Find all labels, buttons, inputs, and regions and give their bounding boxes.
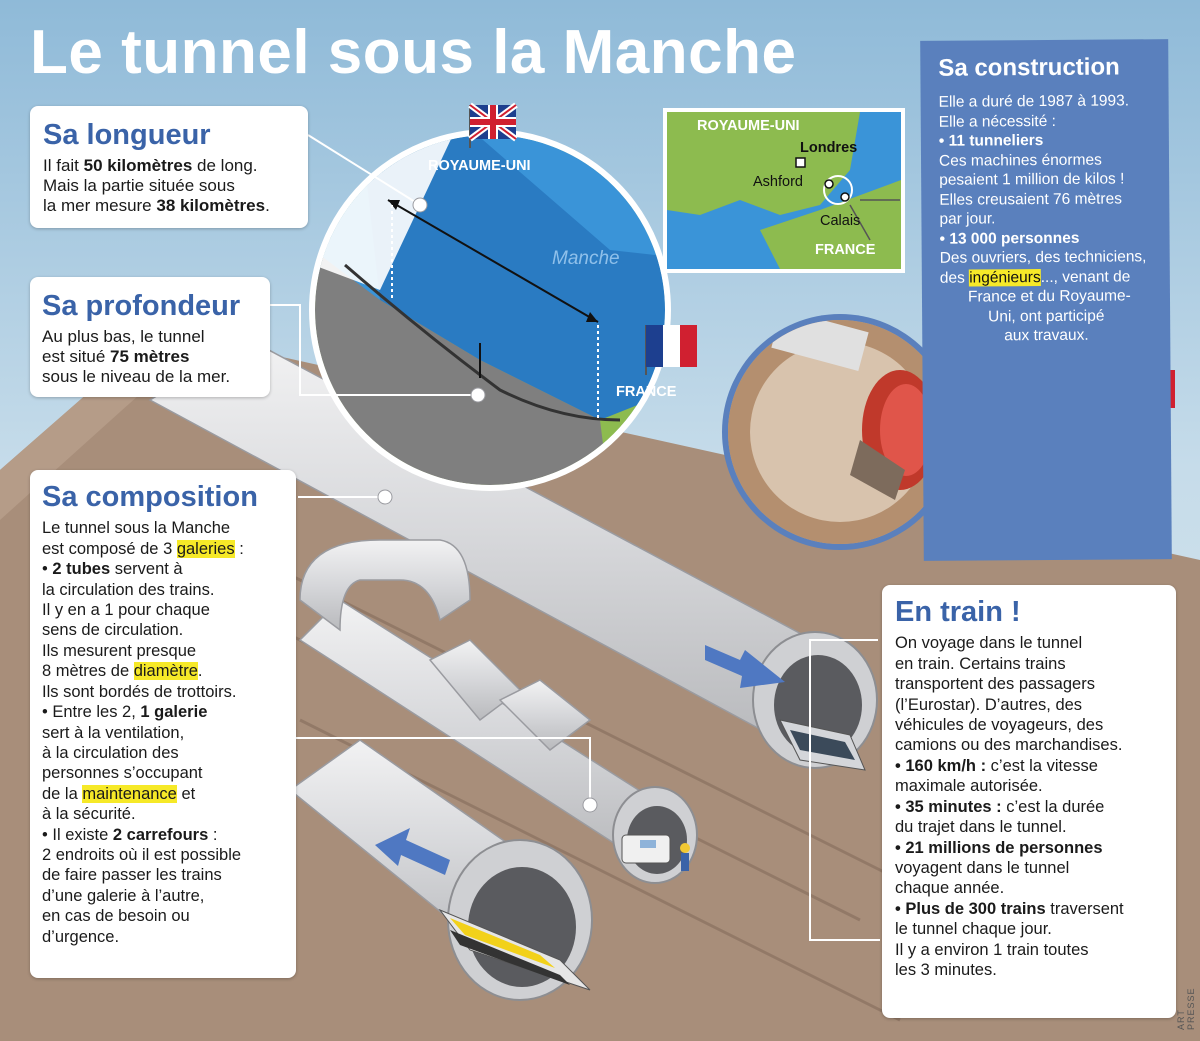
composition-text: Le tunnel sous la Manche est composé de 3 galeries : • 2 tubes servent à la circulation des trains. Il y en a 1 pour chaque sens de circulation. Ils mesurent presque 8 mètres de diamètre. Ils sont bordés de trottoirs. • Entre les 2, 1 galerie sert à la ventilation, à la circulation des personnes s’occupant de la maintenance et à la sécurité. • Il existe 2 carrefours : 2 endroits où il est possible de faire passer les trains d’une galerie à l’autre, en cas de besoin ou d’urgence. xyxy=(42,519,244,946)
page-title: Le tunnel sous la Manche xyxy=(30,18,797,87)
map-label-royaume-uni: ROYAUME-UNI xyxy=(697,118,800,134)
map-label-ashford: Ashford xyxy=(753,174,803,190)
map-label-france: FRANCE xyxy=(815,242,876,258)
construction-heading: Sa construction xyxy=(938,53,1120,82)
credit-label: ART PRESSE xyxy=(1176,987,1196,1030)
train-heading: En train ! xyxy=(895,596,1021,628)
circle-label-royaume-uni: ROYAUME-UNI xyxy=(428,158,531,174)
composition-box xyxy=(30,470,296,978)
construction-panel xyxy=(920,39,1172,561)
longueur-text: Il fait 50 kilomètres de long. Mais la partie située sous la mer mesure 38 kilomètres. xyxy=(43,156,270,216)
circle-label-manche: Manche xyxy=(552,248,620,269)
map-label-calais: Calais xyxy=(820,213,861,229)
map-label-londres: Londres xyxy=(800,140,858,156)
van-icon xyxy=(622,835,670,863)
longueur-box xyxy=(30,106,308,228)
profondeur-text: Au plus bas, le tunnel est situé 75 mètres sous le niveau de la mer. xyxy=(42,327,231,387)
circle-label-france: FRANCE xyxy=(616,384,677,400)
train-box xyxy=(882,585,1176,1018)
profondeur-box xyxy=(30,277,270,397)
train-text: On voyage dans le tunnel en train. Certains trains transportent des passagers (l’Eurostar). D’autres, des véhicules de voyageurs, des camions ou des marchandises. • 160 km/h : c’est la vitesse maximale autorisée. • 35 minutes : c’est la durée du trajet dans le tunnel. • 21 millions de personnes voyagent dans le tunnel chaque année. • Plus de 300 trains traversent le tunnel chaque jour. Il y a environ 1 train toutes les 3 minutes. xyxy=(895,634,1124,979)
profondeur-heading: Sa profondeur xyxy=(42,290,241,322)
composition-heading: Sa composition xyxy=(42,481,258,513)
construction-text: Elle a duré de 1987 à 1993. Elle a nécessité : • 11 tunneliers Ces machines énormes pesaient 1 million de kilos ! Elles creusaient 76 mètres par jour. • 13 000 personnes Des ouvriers, des techniciens, des ingénieurs..., venant de France et du Royaume- Uni, ont participé aux travaux. xyxy=(938,92,1147,345)
longueur-heading: Sa longueur xyxy=(43,119,211,151)
